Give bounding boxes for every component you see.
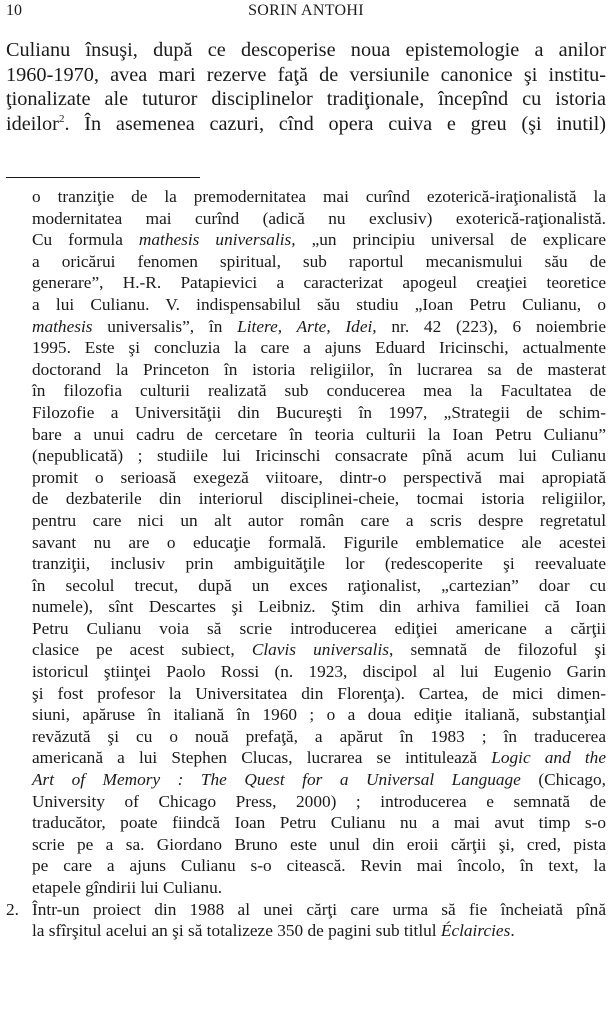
footnote-line: Filozofie a Universităţii din Bucureşti în 1997, „Strategii de schim- <box>32 402 606 422</box>
text-line: Culianu însuşi, după ce descoperise noua epistemologie a anilor <box>6 39 606 61</box>
footnote-line: promit o serioasă exegeză viitoare, dintr-o perspectivă mai apropiată <box>32 467 606 487</box>
footnote-line: în filozofia culturii realizată sub conducerea mea la Facultatea de <box>32 381 606 401</box>
footnote-line: a lui Culianu. V. indispensabilul său studiu „Ioan Petru Culianu, o <box>32 294 606 314</box>
text-segment: , semnată de filozoful şi <box>389 640 606 660</box>
footnote-line: generare”, H.-R. Patapievici a caracterizat apogeul creaţiei teoretice <box>32 273 606 293</box>
italic-title: Logic and the <box>491 748 606 768</box>
text-segment: . În asemenea cazuri, cînd opera cuiva e greu (şi inutil) <box>64 112 606 135</box>
footnote-line: revăzută şi cu o nouă prefaţă, a apărut în 1983 ; în traducerea <box>32 726 606 746</box>
text-segment: Cu formula <box>32 230 139 250</box>
footnote-line: tranziţii, inclusiv prin ambiguităţile lor (redescoperite şi reevaluate <box>32 554 606 574</box>
footnote-line: pe care a ajuns Culianu s-o citească. Revin mai încolo, în text, la <box>32 856 606 876</box>
footnote-line: istoricul ştiinţei Paolo Rossi (n. 1923, discipol al lui Eugenio Garin <box>32 662 606 682</box>
text-segment: americană a lui Stephen Clucas, lucrarea se intitulează <box>32 748 492 768</box>
text-segment: clasice pe acest subiect, <box>32 640 252 660</box>
text-segment: . <box>510 921 515 941</box>
footnote-line <box>32 920 606 942</box>
footnote-line: traducător, poate fiindcă Ioan Petru Culianu nu a mai avut timp s-o <box>32 813 606 833</box>
footnote-2 <box>6 899 606 921</box>
footnote-line: 1995. Este şi concluzia la care a ajuns Eduard Iricinschi, actualmente <box>32 338 606 358</box>
italic-title: Clavis universalis <box>251 640 390 660</box>
page-header <box>6 2 606 24</box>
footnote-line: o tranziţie de la premodernitatea mai curînd ezoterică-iraţionalistă la <box>32 187 606 206</box>
footnote-line: scrie pe a sa. Giordano Bruno este unul din eroii cărţii şi, cred, pista <box>32 834 606 854</box>
running-head: SORIN ANTOHI <box>248 2 364 19</box>
main-text <box>6 38 606 136</box>
footnote-line <box>32 769 606 791</box>
page-number: 10 <box>6 2 22 19</box>
footnote-reference[interactable]: 2 <box>58 112 65 125</box>
footnote-line: doctorand la Princeton în istoria religiilor, în lucrarea sa de masterat <box>32 359 606 379</box>
text-line: ţionalizate ale tuturor disciplinelor tradiţionale, începînd cu istoria <box>6 88 606 111</box>
italic-title: Éclaircies <box>440 921 511 941</box>
footnote-line: bare a unui cadru de cercetare în teoria culturii la Ioan Petru Culianu” <box>32 424 606 444</box>
footnote-line <box>32 747 606 769</box>
text-segment: nr. 42 (223), 6 noiembrie <box>376 316 607 336</box>
footnote-line: numele), sînt Descartes şi Leibniz. Ştim din arhiva familiei că Ioan <box>32 597 606 617</box>
footnote-line: modernitatea mai curînd (adică nu exclusiv) exoterică-raţionalistă. <box>32 208 606 228</box>
footnote-line: etapele gîndirii lui Culianu. <box>32 878 223 897</box>
footnote-line: de dezbaterile din interiorul disciplinei-cheie, tocmai istoria religiilor, <box>32 489 606 509</box>
italic-term: mathesis universalis, <box>138 230 296 250</box>
footnote-number: 2. <box>6 899 19 919</box>
text-line <box>6 112 606 137</box>
footnote-line: în secolul trecut, după un exces raţionalist, „cartezian” doar cu <box>32 575 606 595</box>
footnote-line <box>32 316 606 338</box>
text-segment: la sfîrşitul acelui an şi să totalizeze 350 de pagini sub titlul <box>32 921 441 941</box>
footnote-line: savant nu are o educaţie formală. Figurile emblematice ale acestei <box>32 532 606 552</box>
footnote-line <box>32 229 606 251</box>
italic-title: Litere, Arte, Idei, <box>237 316 377 336</box>
text-segment: ideilor <box>6 112 59 135</box>
italic-term: mathesis <box>32 316 93 336</box>
text-segment: „un principiu universal de explicare <box>295 230 607 250</box>
footnote-line: Petru Culianu voia să scrie introducerea ediţiei americane a cărţii <box>32 618 606 638</box>
italic-title: Art of Memory : The Quest for a Universal Language <box>32 770 521 790</box>
footnotes <box>6 186 606 942</box>
text-line: 1960-1970, avea mari rezerve faţă de versiunile canonice şi institu- <box>6 63 606 86</box>
footnote-line: pentru care nici un alt autor român care a scris despre regretatul <box>32 510 606 530</box>
text-segment: Într-un proiect din 1988 al unei cărţi care urma să fie încheiată pînă <box>32 899 606 919</box>
footnote-line: a oricărui fenomen spiritual, sub raportul mecanismului său de <box>32 251 606 271</box>
footnote-line <box>32 639 606 661</box>
footnote-line: siuni, apăruse în italiană în 1960 ; o a doua ediţie italiană, substanţial <box>32 705 606 725</box>
footnote-line: University of Chicago Press, 2000) ; introducerea e semnată de <box>32 791 606 811</box>
text-segment: universalis”, în <box>92 316 238 336</box>
footnote-line: şi fost profesor la Universitatea din Florenţa). Cartea, de mici dimen- <box>32 683 606 703</box>
text-segment: (Chicago, <box>520 770 606 790</box>
footnote-line: (nepublicată) ; studiile lui Iricinschi consacrate pînă acum lui Culianu <box>32 446 606 466</box>
footnote-separator <box>6 177 200 178</box>
